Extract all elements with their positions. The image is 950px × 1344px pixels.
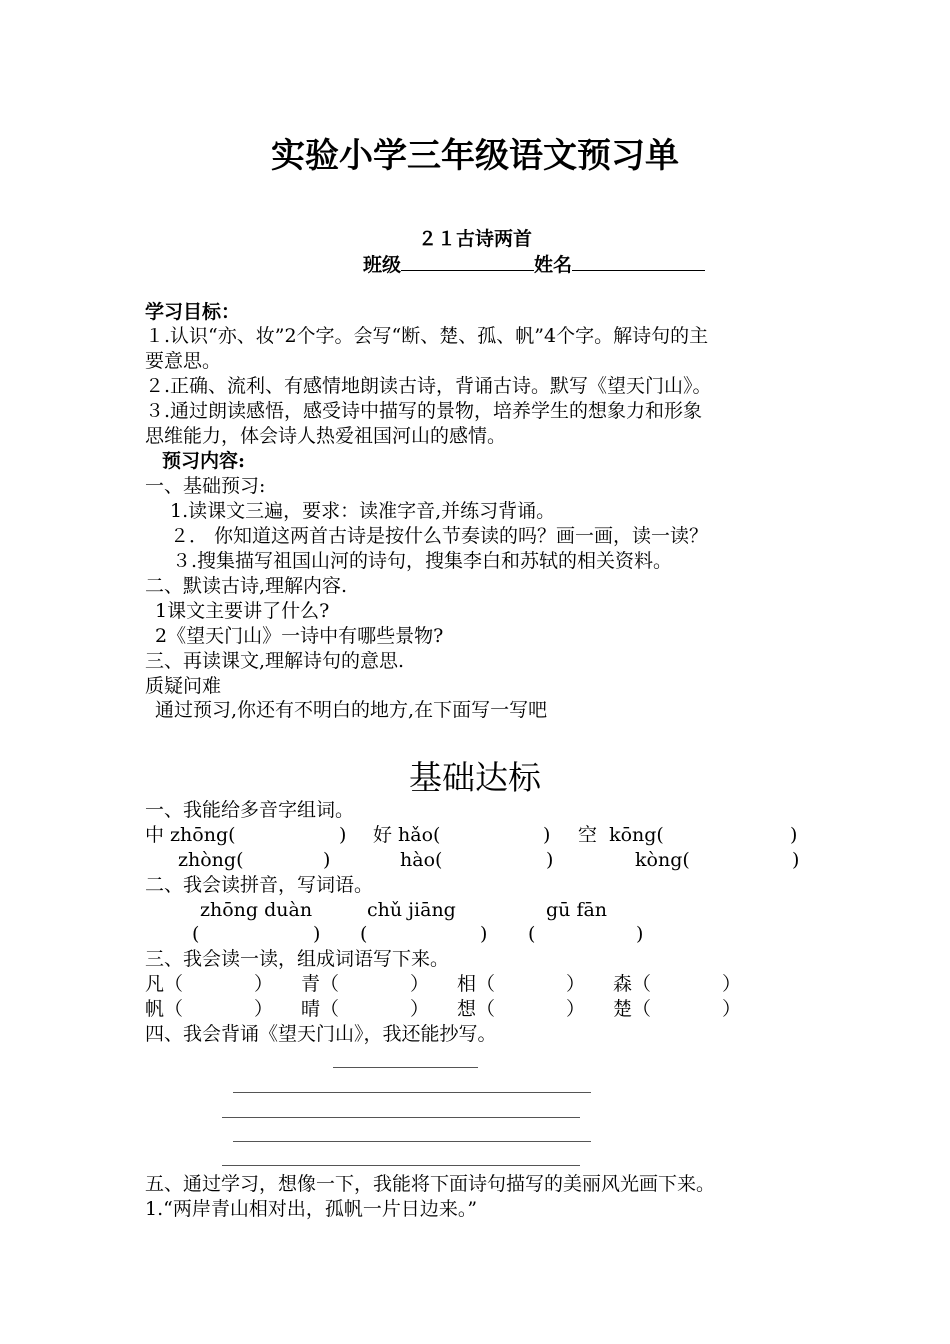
q2-paren-2: ) (313, 923, 321, 945)
copy-line-2[interactable] (233, 1092, 591, 1093)
q2-paren-6: ) (636, 923, 644, 945)
q3-r1-1: 凡（ (145, 973, 184, 995)
preview-heading: 预习内容: (162, 450, 246, 472)
q1-r1-2: ) (339, 824, 347, 846)
q3-r2-6: ） (566, 998, 586, 1020)
question-2: 二、我会读拼音，写词语。 (145, 874, 374, 896)
copy-line-3[interactable] (222, 1117, 580, 1118)
copy-line-5[interactable] (222, 1165, 580, 1166)
q3-r1-7: 森（ (613, 973, 652, 995)
q1-r1-6: ) (790, 824, 798, 846)
q3-r2-7: 楚（ (613, 998, 652, 1020)
question-3: 三、我会读一读，组成词语写下来。 (145, 948, 450, 970)
preview-part-2: 二、默读古诗,理解内容. (145, 575, 348, 597)
copy-line-1[interactable] (333, 1067, 478, 1068)
goal-1-line-2: 要意思。 (145, 350, 222, 372)
name-blank[interactable] (572, 252, 705, 271)
q2-pinyin-3: gū fān (546, 899, 608, 921)
q3-r1-8: ） (722, 973, 742, 995)
q2-pinyin-2: chǔ jiāng (367, 899, 456, 921)
q2-paren-3: ( (360, 923, 368, 945)
page-title: 实验小学三年级语文预习单 (271, 136, 679, 176)
question-5: 五、通过学习，想像一下，我能将下面诗句描写的美丽风光画下来。 (145, 1173, 716, 1195)
class-label: 班级 (363, 254, 402, 276)
q3-r2-5: 想（ (457, 998, 496, 1020)
q3-r1-3: 青（ (301, 973, 340, 995)
preview-item-1-1: 1.读课文三遍，要求：读准字音,并练习背诵。 (170, 500, 556, 522)
class-name-line (363, 250, 705, 277)
lesson-subtitle: ２１古诗两首 (417, 228, 532, 250)
copy-line-4[interactable] (233, 1141, 591, 1142)
basics-heading: 基础达标 (409, 758, 541, 797)
q1-r2-5: kòng( (635, 849, 690, 871)
q1-r2-3: hào( (400, 849, 443, 871)
goal-3-line-2: 思维能力，体会诗人热爱祖国河山的感情。 (145, 425, 507, 447)
q2-paren-5: ( (528, 923, 536, 945)
q1-r1-4: ) (543, 824, 551, 846)
q3-r1-4: ） (410, 973, 430, 995)
q1-r2-2: ) (323, 849, 331, 871)
q3-r2-2: ） (254, 998, 274, 1020)
q3-r2-3: 晴（ (301, 998, 340, 1020)
preview-item-1-3: ３.搜集描写祖国山河的诗句，搜集李白和苏轼的相关资料。 (172, 550, 673, 572)
question-5-1: 1.“两岸青山相对出，孤帆一片日边来。” (145, 1198, 478, 1220)
q2-paren-4: ) (480, 923, 488, 945)
q1-r1-1: 中 zhōng( (145, 824, 236, 846)
class-blank[interactable] (401, 252, 534, 271)
goal-1-line-1: １.认识“亦、妆”2个字。会写“断、楚、孤、帆”4个字。解诗句的主 (145, 325, 709, 347)
q3-r2-1: 帆（ (145, 998, 184, 1020)
q1-r1-3: 好 hǎo( (373, 824, 441, 846)
goal-3-line-1: ３.通过朗读感悟，感受诗中描写的景物，培养学生的想象力和形象 (145, 400, 703, 422)
goal-2: ２.正确、流利、有感情地朗读古诗，背诵古诗。默写《望天门山》。 (145, 375, 712, 397)
q3-r2-8: ） (722, 998, 742, 1020)
name-label: 姓名 (534, 254, 573, 276)
q3-r1-2: ） (254, 973, 274, 995)
question-1: 一、我能给多音字组词。 (145, 799, 355, 821)
q3-r2-4: ） (410, 998, 430, 1020)
preview-item-1-2: ２． 你知道这两首古诗是按什么节奏读的吗？画一画，读一读？ (170, 525, 709, 547)
q3-r1-6: ） (566, 973, 586, 995)
goals-heading: 学习目标： (145, 301, 241, 323)
q2-pinyin-1: zhōng duàn (200, 899, 313, 921)
question-4: 四、我会背诵《望天门山》，我还能抄写。 (145, 1023, 497, 1045)
q1-r2-4: ) (546, 849, 554, 871)
preview-part-3: 三、再读课文,理解诗句的意思. (145, 650, 405, 672)
preview-part-1: 一、基础预习: (145, 475, 266, 497)
q1-r2-1: zhòng( (178, 849, 244, 871)
preview-item-4-1: 通过预习,你还有不明白的地方,在下面写一写吧 (155, 699, 548, 721)
preview-item-2-1: 1课文主要讲了什么? (155, 600, 330, 622)
q1-r1-5: 空 kōng( (578, 824, 664, 846)
q1-r2-6: ) (792, 849, 800, 871)
preview-item-2-2: 2《望天门山》一诗中有哪些景物? (155, 625, 444, 647)
q3-r1-5: 相（ (457, 973, 496, 995)
q2-paren-1: ( (192, 923, 200, 945)
preview-part-4: 质疑问难 (145, 675, 222, 697)
